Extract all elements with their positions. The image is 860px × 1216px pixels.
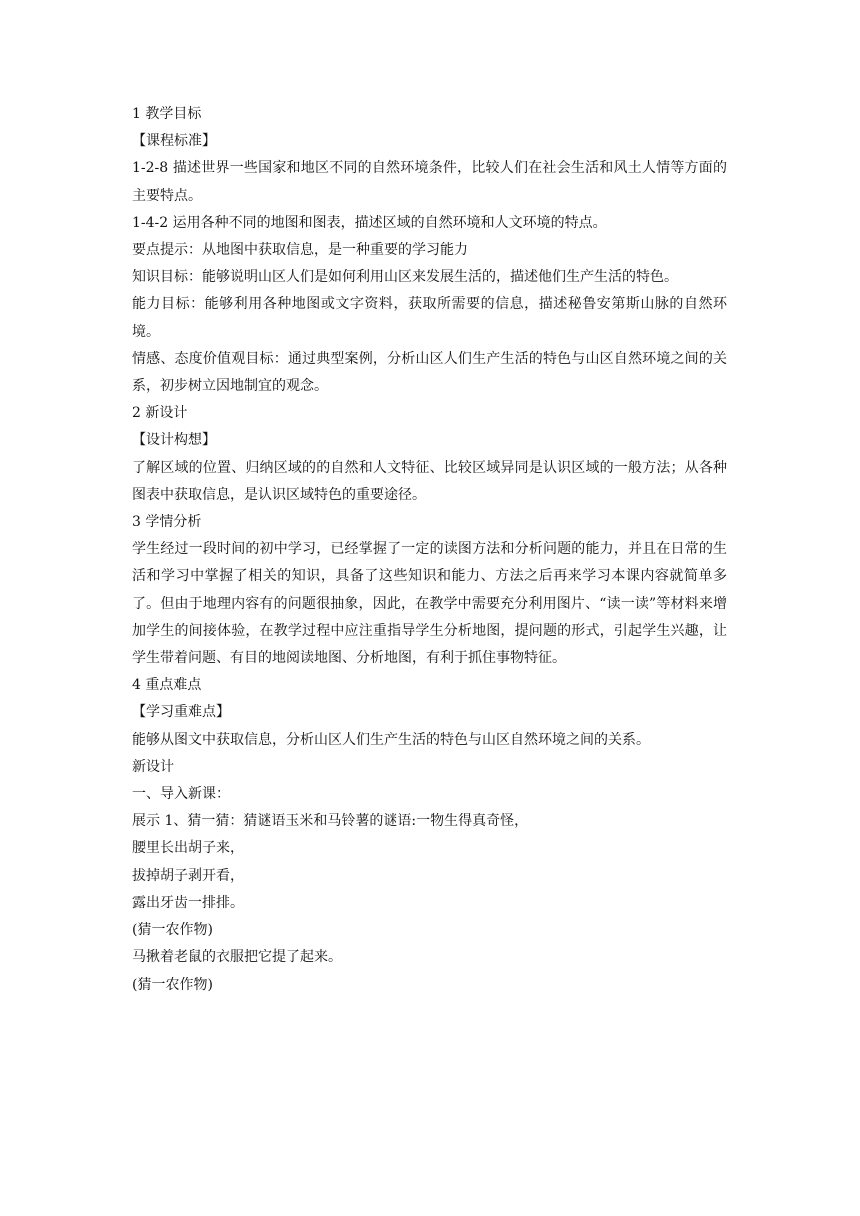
riddle-intro-line: 展示 1、猜一猜：猜谜语玉米和马铃薯的谜语:一物生得真奇怪， xyxy=(132,813,529,830)
riddle-line-4: 露出牙齿一排排。 xyxy=(132,894,244,911)
paragraph-design-concept: 了解区域的位置、归纳区域的的自然和人文特征、比较区域异同是认识区域的一般方法；从各种图表中获取信息，是认识区域特色的重要途径。 xyxy=(132,459,727,503)
paragraph-knowledge-goal: 知识目标：能够说明山区人们是如何利用山区来发展生活的，描述他们生产生活的特色。 xyxy=(132,269,678,286)
paragraph-standard-1-2-8: 1-2-8 描述世界一些国家和地区不同的自然环境条件，比较人们在社会生活和风土人情等方面的主要特点。 xyxy=(132,160,727,204)
riddle-hint-1: (猜一农作物) xyxy=(132,922,213,939)
paragraph-key-tip: 要点提示：从地图中获取信息，是一种重要的学习能力 xyxy=(132,242,468,259)
subheading-design-concept: 【设计构想】 xyxy=(132,432,216,449)
riddle-line-3: 拔掉胡子剥开看， xyxy=(132,867,244,884)
subheading-learning-difficulties: 【学习重难点】 xyxy=(132,704,230,721)
section-heading-student-analysis: 3 学情分析 xyxy=(132,514,202,531)
riddle-hint-2: (猜一农作物) xyxy=(132,976,213,993)
section-heading-teaching-goals: 1 教学目标 xyxy=(132,106,202,122)
paragraph-attitude-goal: 情感、态度价值观目标：通过典型案例，分析山区人们生产生活的特色与山区自然环境之间的关系，初步树立因地制宜的观念。 xyxy=(132,350,727,395)
section-heading-key-difficulties: 4 重点难点 xyxy=(132,677,202,694)
paragraph-standard-1-4-2: 1-4-2 运用各种不同的地图和图表，描述区域的自然环境和人文环境的特点。 xyxy=(132,214,607,231)
paragraph-student-analysis: 学生经过一段时间的初中学习，已经掌握了一定的读图方法和分析问题的能力，并且在日常的生活和学习中掌握了相关的知识，具备了这些知识和能力、方法之后再来学习本课内容就简单多了。但由于地理内容有的问题很抽象，因此，在教学中需要充分利用图片、“读一读”等材料来增加学生的间接体验，在教学过程中应注重指导学生分析地图，提问题的形式，引起学生兴趣，让学生带着问题、有目的地阅读地图、分析地图，有利于抓住事物特征。 xyxy=(132,541,727,667)
paragraph-ability-goal: 能力目标：能够利用各种地图或文字资料，获取所需要的信息，描述秘鲁安第斯山脉的自然环境。 xyxy=(132,296,727,340)
subheading-curriculum-standard: 【课程标准】 xyxy=(132,133,216,150)
section-heading-new-design-2: 新设计 xyxy=(132,758,174,775)
document-page xyxy=(132,101,727,999)
list-item-intro: 一、导入新课： xyxy=(132,786,230,803)
section-heading-new-design: 2 新设计 xyxy=(132,405,188,422)
paragraph-learning-difficulties: 能够从图文中获取信息，分析山区人们生产生活的特色与山区自然环境之间的关系。 xyxy=(132,731,650,748)
riddle-line-2: 腰里长出胡子来， xyxy=(132,840,244,857)
riddle-line-5: 马揪着老鼠的衣服把它提了起来。 xyxy=(132,949,342,966)
